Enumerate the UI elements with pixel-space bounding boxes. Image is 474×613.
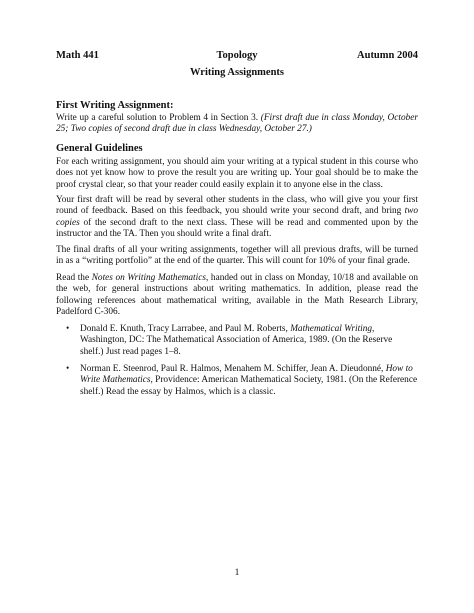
guidelines-heading: General Guidelines	[56, 143, 143, 154]
course-title: Topology	[216, 50, 258, 61]
p4-italic: Notes on Writing Mathematics	[91, 273, 206, 283]
document-page	[56, 0, 418, 613]
term: Autumn 2004	[357, 50, 418, 61]
p4-part-a: Read the	[56, 273, 90, 283]
first-assignment-text	[56, 113, 418, 136]
bullet-icon: •	[66, 364, 70, 374]
p2-italic: two copies	[56, 206, 418, 228]
reference-text	[80, 364, 418, 398]
guidelines-paragraph-1: For each writing assignment, you should aim your writing at a typical student in this course who does not yet know how to prove the result you are writing up. Your goal should be to make the proof crystal clear, so that your reader could easily explain it to anyone else in the class.	[56, 157, 418, 190]
reference-text	[80, 324, 418, 358]
ref-authors: Donald E. Knuth, Tracy Larrabee, and Paul M. Roberts,	[80, 324, 288, 334]
guidelines-paragraph-2	[56, 195, 418, 240]
bullet-icon: •	[66, 324, 70, 334]
guidelines-paragraph-3: The final drafts of all your writing assignments, together will all previous drafts, will be turned in as a “writing portfolio” at the end of the quarter. This will count for 10% of your final grade.	[56, 245, 418, 267]
ref-title: How to Write Mathematics	[80, 364, 413, 386]
first-assignment-body: Write up a careful solution to Problem 4 in Section 3.	[56, 113, 259, 123]
page-number: 1	[234, 568, 240, 578]
ref-details: , Providence: American Mathematical Society, 1981. (On the Reference shelf.) Read the essay by Halmos, which is a classic.	[80, 375, 418, 397]
document-header	[56, 50, 418, 64]
p2-part-b: of the second draft to the next class. These will be read and commented upon by the instructor and the TA. Then you should write a final draft.	[56, 217, 418, 239]
guidelines-paragraph-4	[56, 273, 418, 318]
first-assignment-due-note: (First draft due in class Monday, October 25; Two copies of second draft due in class Wednesday, October 27.)	[56, 113, 418, 135]
ref-title: Mathematical Writing	[290, 324, 373, 334]
course-number: Math 441	[56, 50, 99, 61]
ref-authors: Norman E. Steenrod, Paul R. Halmos, Menahem M. Schiffer, Jean A. Dieudonné,	[80, 364, 384, 374]
first-assignment-heading: First Writing Assignment:	[56, 100, 174, 111]
p4-part-b: , handed out in class on Monday, 10/18 and available on the web, for general instructions about writing mathematics. In addition, please read the following references about mathematical writing, available in the Math Research Library, Padelford C-306.	[56, 273, 418, 317]
document-subtitle: Writing Assignments	[189, 67, 285, 78]
p2-part-a: Your first draft will be read by several other students in the class, who will give you your first round of feedback. Based on this feedback, you should write your second draft, and bring	[56, 195, 418, 217]
ref-details: , Washington, DC: The Mathematical Association of America, 1989. (On the Reserve shelf.) Just read pages 1–8.	[80, 324, 393, 357]
